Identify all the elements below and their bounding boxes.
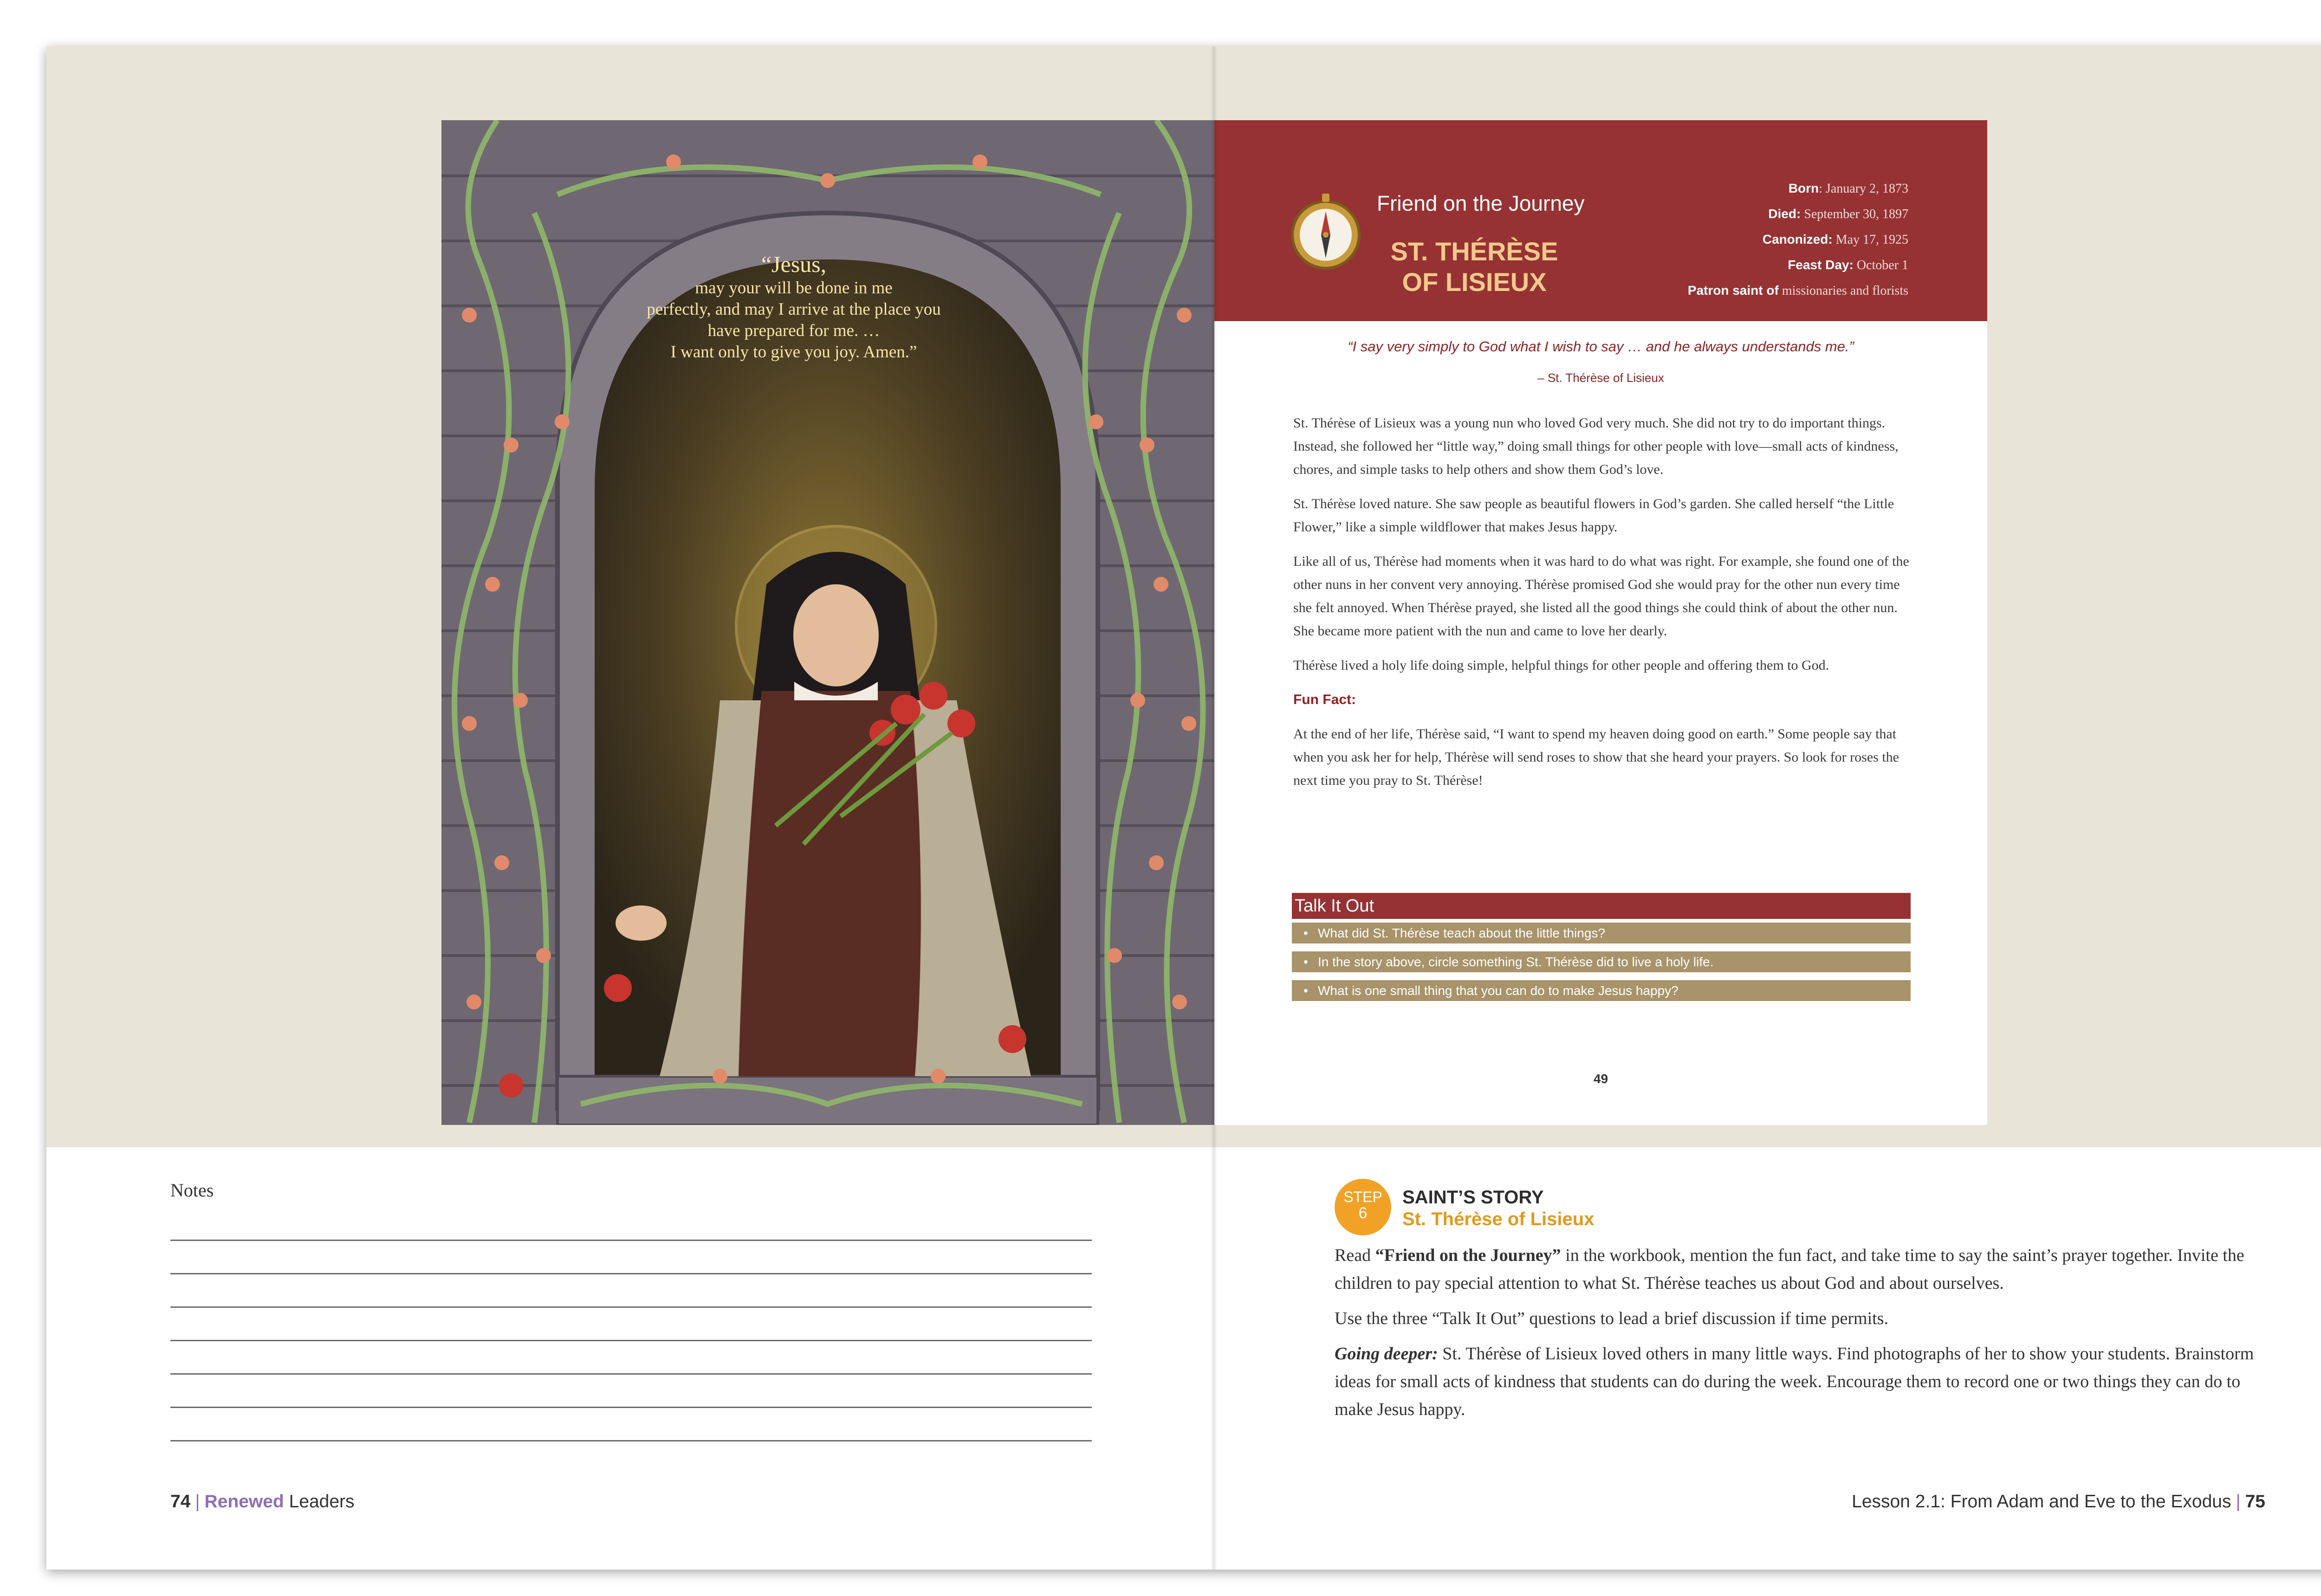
notes-line[interactable] bbox=[170, 1440, 1092, 1441]
saint-quote: “I say very simply to God what I wish to say … and he always understands me.” bbox=[1348, 338, 1854, 355]
fact-label: Died: bbox=[1768, 207, 1801, 221]
fact-canonized bbox=[1688, 227, 1908, 252]
notes-line[interactable] bbox=[170, 1407, 1092, 1408]
fact-value: : January 2, 1873 bbox=[1819, 181, 1908, 196]
instruction-paragraph: Use the three “Talk It Out” questions to lead a brief discussion if time permits. bbox=[1335, 1309, 1888, 1328]
fun-fact-label: Fun Fact: bbox=[1293, 692, 1356, 707]
quote-attribution: – St. Thérèse of Lisieux bbox=[1537, 371, 1664, 385]
book-gutter bbox=[1211, 46, 1217, 1570]
bullet-icon: • bbox=[1303, 955, 1308, 969]
fact-patron bbox=[1688, 278, 1908, 304]
step-word: STEP bbox=[1343, 1189, 1382, 1205]
question-text: In the story above, circle something St. Thérèse did to live a holy life. bbox=[1318, 955, 1714, 969]
going-deeper-label: Going deeper: bbox=[1335, 1344, 1438, 1363]
fact-value: September 30, 1897 bbox=[1801, 207, 1908, 221]
fact-label: Patron saint of bbox=[1687, 283, 1779, 297]
instruction-text: St. Thérèse of Lisieux loved others in many little ways. Find photographs of her to show your students. Brainstorm ideas for small acts of kindness that students can do during the week. Encourage them to record one or two things they can do to make Jesus happy. bbox=[1335, 1344, 2254, 1419]
section-subtitle: St. Thérèse of Lisieux bbox=[1402, 1209, 1595, 1229]
brand-leaders: Leaders bbox=[284, 1492, 355, 1512]
fact-born bbox=[1688, 176, 1908, 201]
notes-line[interactable] bbox=[170, 1273, 1092, 1274]
question-text: What did St. Thérèse teach about the little things? bbox=[1318, 926, 1605, 940]
fact-value: October 1 bbox=[1853, 258, 1908, 272]
fact-label: Canonized: bbox=[1762, 232, 1833, 246]
fun-fact-text: At the end of her life, Thérèse said, “I want to spend my heaven doing good on earth.” Some people say that when you ask her for help, Thérèse will send roses to show that she heard your prayers. So look for roses the next time you pray to St. Thérèse! bbox=[1293, 726, 1899, 788]
saint-story bbox=[1293, 412, 1911, 803]
talk-it-out-header bbox=[1292, 893, 1911, 919]
saint-name-line: ST. THÉRÈSE bbox=[1390, 237, 1558, 266]
prayer-line: “Jesus, bbox=[761, 251, 827, 277]
instruction-text: in the workbook, mention the fun fact, and take time to say the saint’s prayer together. Invite the children to pay special attention to what St. Thérèse teaches us about God and about ourselves. bbox=[1335, 1246, 2244, 1293]
instruction-paragraph bbox=[1335, 1340, 2270, 1423]
talk-question bbox=[1292, 923, 1911, 943]
step-badge bbox=[1335, 1179, 1391, 1235]
friend-header bbox=[1214, 120, 1987, 321]
story-paragraph: Like all of us, Thérèse had moments when it was hard to do what was right. For example, she found one of the other nuns in her convent very annoying. Thérèse promised God she would pray for the other nun every time she felt annoyed. When Thérèse prayed, she listed all the good things she could think of about the other nun. She became more patient with the nun and came to love her dearly. bbox=[1293, 554, 1909, 639]
footer-separator: | bbox=[2236, 1492, 2241, 1512]
prayer-line: I want only to give you joy. Amen.” bbox=[670, 342, 917, 362]
notes-line[interactable] bbox=[170, 1306, 1092, 1308]
notes-line[interactable] bbox=[170, 1240, 1092, 1241]
saint-name bbox=[1372, 236, 1576, 297]
notes-label: Notes bbox=[170, 1180, 214, 1201]
section-title: SAINT’S STORY bbox=[1402, 1187, 1544, 1208]
page-number: 75 bbox=[2245, 1492, 2265, 1512]
question-text: What is one small thing that you can do to make Jesus happy? bbox=[1318, 983, 1679, 998]
prayer-line: perfectly, and may I arrive at the place you bbox=[647, 300, 941, 319]
talk-question bbox=[1292, 980, 1911, 1001]
footer-separator: | bbox=[195, 1492, 200, 1512]
story-paragraph: St. Thérèse loved nature. She saw people as beautiful flowers in God’s garden. She called herself “the Little Flower,” like a simple wildflower that makes Jesus happy. bbox=[1293, 496, 1894, 535]
prayer-line: may your will be done in me bbox=[695, 278, 893, 297]
left-page-footer bbox=[170, 1492, 355, 1512]
fact-died bbox=[1688, 201, 1908, 227]
story-paragraph: Thérèse lived a holy life doing simple, helpful things for other people and offering them to God. bbox=[1293, 658, 1829, 673]
notes-line[interactable] bbox=[170, 1373, 1092, 1375]
talk-question bbox=[1292, 951, 1911, 972]
bullet-icon: • bbox=[1303, 926, 1308, 940]
leader-instructions bbox=[1335, 1241, 2270, 1431]
compass-icon bbox=[1286, 191, 1365, 270]
fact-feast-day bbox=[1688, 252, 1908, 278]
brand-renewed: Renewed bbox=[204, 1492, 284, 1512]
book-spread bbox=[46, 46, 2321, 1570]
prayer-line: have prepared for me. … bbox=[707, 321, 880, 340]
fact-label: Born bbox=[1788, 181, 1819, 195]
instruction-bold: “Friend on the Journey” bbox=[1375, 1246, 1561, 1265]
right-page-footer bbox=[1852, 1492, 2265, 1512]
saint-prayer bbox=[617, 251, 970, 363]
fact-value: May 17, 1925 bbox=[1832, 233, 1908, 247]
page-number: 74 bbox=[170, 1492, 191, 1512]
lesson-title: Lesson 2.1: From Adam and Eve to the Exodus bbox=[1852, 1492, 2231, 1512]
workbook-page-number: 49 bbox=[1593, 1072, 1608, 1086]
bullet-icon: • bbox=[1303, 983, 1308, 998]
story-paragraph: St. Thérèse of Lisieux was a young nun who loved God very much. She did not try to do important things. Instead, she followed her “little way,” doing small things for other people with love—small acts of kindness, chores, and simple tasks to help others and show them God’s love. bbox=[1293, 415, 1899, 477]
saint-facts bbox=[1688, 176, 1908, 304]
fact-value: missionaries and florists bbox=[1778, 284, 1908, 298]
friend-on-journey-label: Friend on the Journey bbox=[1377, 191, 1585, 215]
instruction-text: Read bbox=[1335, 1246, 1375, 1265]
step-number: 6 bbox=[1358, 1204, 1368, 1222]
saint-name-line: OF LISIEUX bbox=[1402, 267, 1547, 297]
talk-it-out-title: Talk It Out bbox=[1295, 896, 1374, 916]
instruction-paragraph bbox=[1335, 1241, 2270, 1297]
notes-line[interactable] bbox=[170, 1340, 1092, 1341]
workbook-page bbox=[1214, 120, 1987, 1125]
fact-label: Feast Day: bbox=[1788, 258, 1854, 272]
